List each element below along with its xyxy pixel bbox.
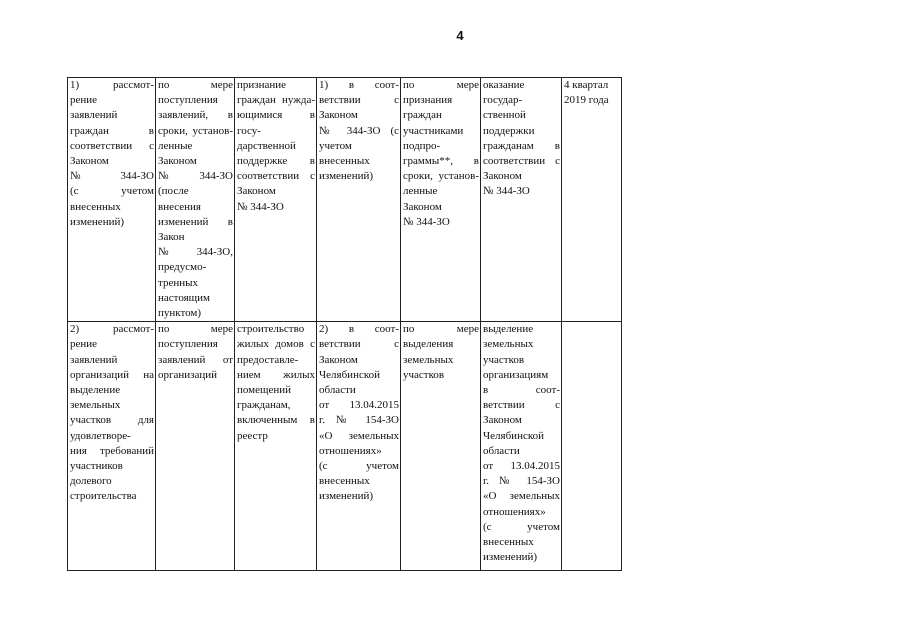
cell-text-line: пунктом) (158, 307, 202, 320)
document-table (67, 77, 622, 571)
cell-text-line: № 344-ЗО (158, 170, 233, 183)
cell-text-line: участниками (403, 124, 464, 137)
table-row (68, 322, 622, 571)
cell-text-line: ющимися в (237, 109, 315, 122)
cell-text-line: государ- (483, 94, 523, 107)
cell-text-line: организаций (158, 368, 218, 381)
cell-text-line: (после (158, 185, 189, 198)
cell-text-line: поддержке в (237, 155, 315, 168)
cell-text-line: гражданам в (483, 139, 560, 152)
cell-text-line: организаций на (70, 368, 154, 381)
table-cell (481, 78, 562, 322)
cell-text-line: внесенных (319, 475, 370, 488)
cell-text-line: отношениях» (483, 505, 546, 518)
cell-text-line: удовлетворе- (70, 429, 131, 442)
cell-text-line: учетом (319, 139, 352, 152)
cell-text-line: нием жилых (237, 368, 315, 381)
cell-text-line: реестр (237, 429, 268, 442)
cell-text-line: Челябинской (319, 368, 381, 381)
cell-text-line: граммы**, в (403, 155, 479, 168)
cell-text-line: г. № 154-ЗО (483, 475, 560, 488)
cell-text-line: № 344-ЗО (70, 170, 154, 183)
table-row (68, 78, 622, 322)
cell-text-line: 1) рассмот- (70, 79, 154, 91)
cell-text-line: № 344-ЗО (403, 215, 450, 228)
cell-text-line: по мере (403, 79, 479, 91)
cell-text-line: внесенных (319, 155, 370, 168)
cell-text-line: земельных (483, 338, 534, 351)
cell-text-line: участков для (70, 414, 154, 427)
cell-text-line: внесенных (70, 200, 121, 213)
cell-text-line: изменений) (319, 490, 374, 503)
table-cell (235, 322, 317, 571)
cell-text-line: от 13.04.2015 (319, 399, 399, 412)
table-cell (317, 322, 401, 571)
cell-text-line: ния требований (70, 444, 154, 457)
cell-text-line: изменений) (70, 215, 125, 228)
cell-text-line: области (319, 384, 356, 397)
cell-text-line: по мере (158, 79, 233, 91)
cell-text-line: по мере (158, 323, 233, 336)
cell-text-line: участков (403, 368, 445, 381)
cell-text-line: включенным в (237, 414, 315, 427)
cell-text-line: (с учетом (70, 185, 154, 198)
table-cell (235, 78, 317, 322)
cell-text-line: г. № 154-ЗО (319, 414, 399, 427)
cell-text-line: заявлений, в (158, 109, 233, 122)
table-cell (68, 322, 156, 571)
cell-text-line: ветствии с (483, 399, 560, 412)
cell-text-line: жилых домов с (237, 338, 315, 351)
cell-text-line: (с учетом (483, 520, 560, 533)
table-cell (481, 322, 562, 571)
cell-text-line: Законом (70, 155, 109, 168)
cell-text-line: внесения (158, 200, 201, 213)
cell-text-line: дарственной (237, 139, 296, 152)
cell-text-line: граждан (403, 109, 442, 122)
cell-text-line: долевого (70, 475, 112, 488)
table-cell (317, 78, 401, 322)
cell-text-line: ственной (483, 109, 526, 122)
cell-text-line: рение (70, 338, 98, 351)
cell-text-line: изменений) (319, 170, 374, 183)
cell-text-line: Законом (403, 200, 442, 213)
cell-text-line: выделение (483, 323, 534, 336)
cell-text-line: помещений (237, 384, 292, 397)
cell-text-line: от 13.04.2015 (483, 460, 560, 473)
cell-text-line: соответствии с (70, 139, 154, 152)
cell-text-line: Закон (158, 231, 185, 244)
cell-text-line: ветствии с (319, 94, 399, 107)
cell-text-line: поступления (158, 338, 218, 351)
cell-text-line: Законом (158, 155, 197, 168)
cell-text-line: оказание (483, 79, 525, 91)
cell-text-line: ветствии с (319, 338, 399, 351)
cell-text-line: (с учетом (319, 460, 399, 473)
cell-text-line: «О земельных (483, 490, 560, 503)
cell-text-line: сроки, установ- (158, 124, 233, 137)
cell-text-line: участков (483, 353, 525, 366)
table-cell (68, 78, 156, 322)
cell-text-line: подпро- (403, 139, 441, 152)
cell-text-line: 4 квартал (564, 79, 609, 91)
cell-text-line: внесенных (483, 536, 534, 549)
cell-text-line: тренных (158, 276, 198, 289)
cell-text-line: изменений) (483, 551, 538, 564)
cell-text-line: участников (70, 460, 123, 473)
cell-text-line: ленные (158, 139, 193, 152)
cell-text-line: земельных (403, 353, 454, 366)
cell-text-line: в соот- (483, 384, 560, 397)
table-cell (562, 322, 622, 571)
cell-text-line: выделение (70, 384, 121, 397)
cell-text-line: № 344-ЗО (483, 185, 530, 198)
cell-text-line: заявлений (70, 109, 118, 122)
cell-text-line: отношениях» (319, 444, 382, 457)
cell-text-line: ленные (403, 185, 438, 198)
cell-text-line: госу- (237, 124, 261, 137)
cell-text-line: граждан нужда- (237, 94, 315, 107)
table-cell (156, 78, 235, 322)
cell-text-line: сроки, установ- (403, 170, 479, 183)
cell-text-line: рение (70, 94, 98, 107)
cell-text-line: № 344-ЗО (с (319, 124, 399, 137)
table-cell (156, 322, 235, 571)
cell-text-line: соответствии с (483, 155, 560, 168)
cell-text-line: Законом (319, 353, 358, 366)
cell-text-line: предусмо- (158, 261, 207, 274)
cell-text-line: Законом (319, 109, 358, 122)
cell-text-line: признания (403, 94, 453, 107)
cell-text-line: гражданам, (237, 399, 291, 412)
cell-text-line: выделения (403, 338, 454, 351)
cell-text-line: 2019 года (564, 94, 609, 107)
table-cell (401, 78, 481, 322)
cell-text-line: предоставле- (237, 353, 299, 366)
cell-text-line: заявлений от (158, 353, 233, 366)
cell-text-line: строительство (237, 323, 305, 336)
table-cell (401, 322, 481, 571)
cell-text-line: № 344-ЗО, (158, 246, 233, 259)
table-cell (562, 78, 622, 322)
cell-text-line: области (483, 444, 520, 457)
cell-text-line: поступления (158, 94, 218, 107)
cell-text-line: строительства (70, 490, 137, 503)
cell-text-line: изменений в (158, 215, 233, 228)
cell-text-line: организациям (483, 368, 549, 381)
cell-text-line: по мере (403, 323, 479, 336)
cell-text-line: Законом (237, 185, 276, 198)
cell-text-line: настоящим (158, 291, 210, 304)
cell-text-line: заявлений (70, 353, 118, 366)
cell-text-line: соответствии с (237, 170, 315, 183)
cell-text-line: граждан в (70, 124, 154, 137)
cell-text-line: Челябинской (483, 429, 545, 442)
cell-text-line: признание (237, 79, 287, 91)
cell-text-line: № 344-ЗО (237, 200, 284, 213)
page-number: 4 (456, 28, 464, 43)
cell-text-line: Законом (483, 170, 522, 183)
cell-text-line: Законом (483, 414, 522, 427)
cell-text-line: поддержки (483, 124, 535, 137)
cell-text-line: 1) в соот- (319, 79, 399, 91)
cell-text-line: «О земельных (319, 429, 399, 442)
cell-text-line: 2) рассмот- (70, 323, 154, 336)
cell-text-line: 2) в соот- (319, 323, 399, 336)
cell-text-line: земельных (70, 399, 121, 412)
